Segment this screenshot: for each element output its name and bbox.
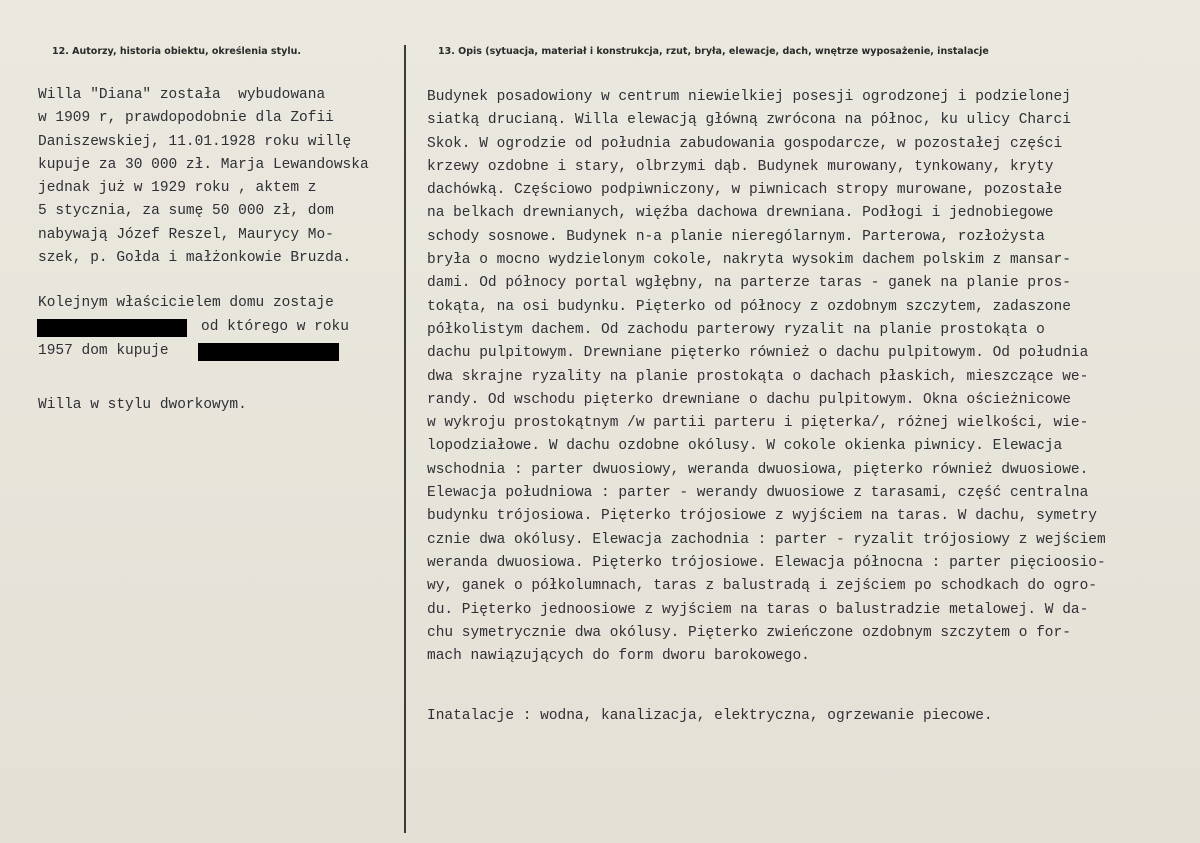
redacted-name-2 <box>198 343 339 361</box>
column-divider <box>404 45 406 833</box>
installations-line: Inatalacje : wodna, kanalizacja, elektryczna, ogrzewanie piecowe. <box>427 708 993 724</box>
redacted-name-1 <box>37 319 187 337</box>
building-description: Budynek posadowiony w centrum niewielkiej posesji ogrodzonej i podzielonej siatką drucianą. Willa elewacją główną zwrócona na północ, ku ulicy Charci Skok. W ogrodzie od południa zabudowania gospodarcze, w pozostałej części krzewy ozdobne i stary, olbrzymi dąb. Budynek murowany, tynkowany, kryty dachówką. Częściowo podpiwniczony, w piwnicach stropy murowane, pozostałe na belkach drewnianych, więźba dachowa drewniana. Podłogi i jednobiegowe schody sosnowe. Budynek n-a planie nierególarnym. Parterowa, rozłożysta bryła o mocno wydzielonym cokole, nakryta wysokim dachem polskim z mansar- dami. Od północy portal wgłębny, na parterze taras - ganek na planie pros- tokąta, na osi budynku. Pięterko od północy z ozdobnym szczytem, zadaszone półkolistym dachem. Od zachodu parterowy ryzalit na planie prostokąta o dachu pulpitowym. Drewniane pięterko również o dachu pulpitowym. Od południa dwa skrajne ryzality na planie prostokąta o dachach płaskich, mieszczące we- randy. Od wschodu pięterko drewniane o dachu pulpitowym. Okna ościeżnicowe w wykroju prostokątnym /w partii parteru i pięterka/, różnej wielkości, wie- lopodziałowe. W dachu ozdobne okólusy. W cokole okienka piwnicy. Elewacja wschodnia : parter dwuosiowy, weranda dwuosiowa, pięterko również dwuosiowe. Elewacja południowa : parter - werandy dwuosiowe z tarasami, część centralna budynku trójosiowa. Pięterko trójosiowe z wyjściem na taras. W dachu, symetry cznie dwa okólusy. Elewacja zachodnia : parter - ryzalit trójosiowy z wejściem weranda dwuosiowa. Pięterko trójosiowe. Elewacja północna : parter pięcioosio- wy, ganek o półkolumnach, taras z balustradą i zejściem po schodkach do ogro- du. Pięterko jednoosiowe z wyjściem na taras o balustradzie metalowej. W da- chu symetrycznie dwa okólusy. Pięterko zwieńczone ozdobnym szczytem o for- mach nawiązujących do form dworu barokowego. <box>427 89 1106 665</box>
next-owner-continuation: od którego w roku <box>201 319 349 335</box>
section-13-heading: 13. Opis (sytuacja, materiał i konstrukcja, rzut, bryła, elewacje, dach, wnętrze wyposażenie, instalacje <box>438 46 989 57</box>
next-owner-line: Kolejnym właścicielem domu zostaje <box>38 295 334 311</box>
style-note: Willa w stylu dworkowym. <box>38 397 247 413</box>
purchase-1957-line: 1957 dom kupuje <box>38 343 169 359</box>
history-paragraph: Willa "Diana" została wybudowana w 1909 r, prawdopodobnie dla Zofii Daniszewskiej, 11.01.1928 roku willę kupuje za 30 000 zł. Marja Lewandowska jednak już w 1929 roku , aktem z 5 stycznia, za sumę 50 000 zł, dom nabywają Józef Reszel, Maurycy Mo- szek, p. Gołda i małżonkowie Bruzda. <box>38 87 369 267</box>
section-12-heading: 12. Autorzy, historia obiektu, określenia stylu. <box>52 46 301 57</box>
